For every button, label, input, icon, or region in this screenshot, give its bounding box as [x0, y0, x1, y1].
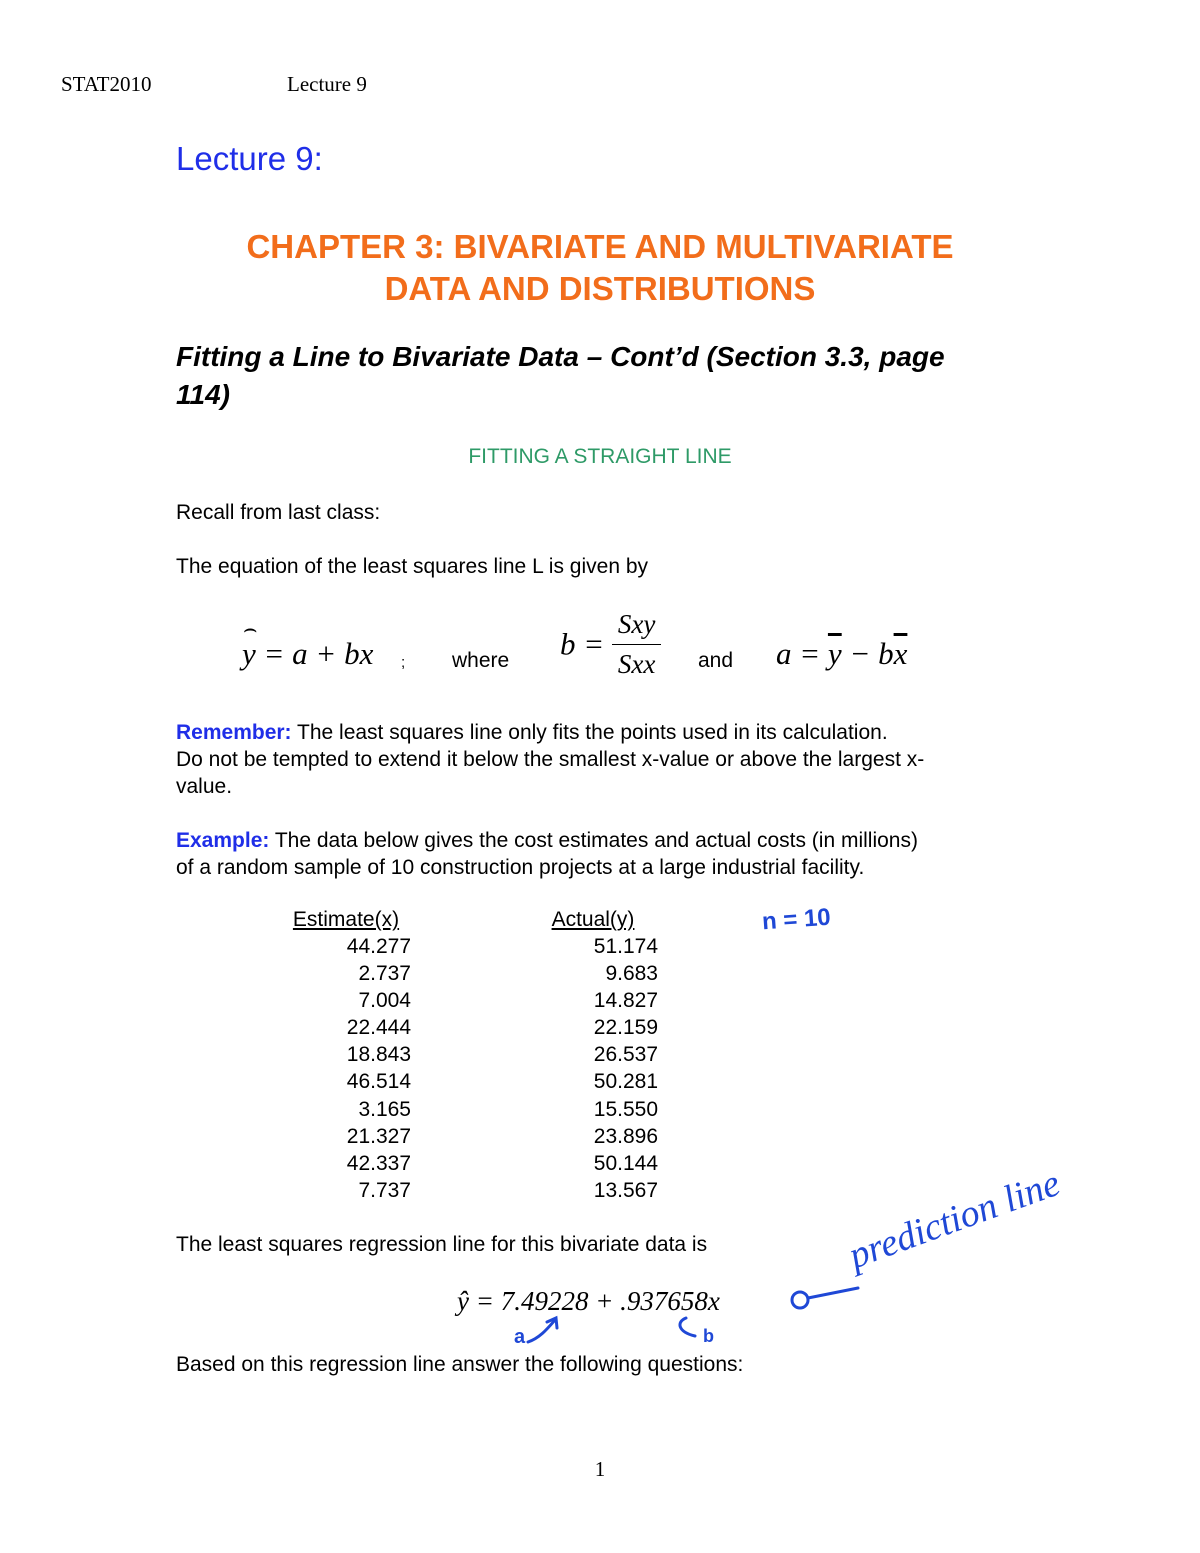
actual-cell: 13.567 — [593, 1178, 658, 1202]
estimate-cell: 18.843 — [346, 1043, 411, 1067]
remember-line3: value. — [176, 775, 233, 798]
formula-yhat-symbol: y — [242, 636, 256, 671]
estimate-cell: 44.277 — [346, 935, 411, 958]
example-text: The data below gives the cost estimates and actual costs (in millions) — [269, 829, 918, 852]
formula-a-lhs: a = — [776, 636, 828, 671]
formula-xbar: $\overline{x}$ — [893, 636, 908, 671]
estimate-cell: 42.337 — [346, 1151, 411, 1175]
actual-column — [528, 906, 658, 1204]
actual-cell: 50.281 — [593, 1070, 658, 1094]
prediction-arrow-loop — [792, 1292, 808, 1308]
remember-line2: Do not be tempted to extend it below the smallest x-value or above the largest x- — [176, 748, 925, 771]
estimate-cell: 21.327 — [346, 1124, 411, 1148]
formula-b-fraction — [612, 609, 661, 680]
estimate-header: Estimate(x) — [292, 908, 400, 931]
estimate-cell: 2.737 — [358, 962, 411, 986]
remember-line1 — [176, 719, 888, 746]
formula-semicolon: ; — [401, 654, 406, 671]
regression-intro: The least squares regression line for this bivariate data is — [176, 1233, 708, 1256]
formula-b-numerator: Sxy — [612, 609, 661, 645]
estimate-cell: 22.444 — [346, 1016, 411, 1040]
chapter-title-line2: DATA AND DISTRIBUTIONS — [384, 270, 816, 307]
example-line2: of a random sample of 10 construction projects at a large industrial facility. — [176, 856, 865, 879]
formula-ybar: $\overline{y}$ — [827, 636, 842, 671]
hat-mark: ⌢ — [243, 616, 258, 641]
formula-b — [560, 609, 661, 680]
estimate-column — [281, 906, 411, 1204]
course-code: STAT2010 — [61, 72, 152, 96]
handwritten-b-label: b — [703, 1326, 714, 1346]
remember-text: The least squares line only fits the points used in its calculation. — [291, 721, 888, 744]
actual-cell: 15.550 — [593, 1097, 658, 1121]
actual-cell: 22.159 — [593, 1016, 658, 1040]
actual-header: Actual(y) — [551, 908, 635, 931]
estimate-cell: 7.004 — [358, 989, 411, 1013]
formula-b-lhs: b = — [560, 626, 605, 662]
estimate-cell: 3.165 — [358, 1097, 411, 1121]
remember-label: Remember: — [176, 721, 292, 744]
equation-intro: The equation of the least squares line L is given by — [176, 555, 649, 578]
actual-cell: 9.683 — [605, 962, 658, 986]
questions-intro: Based on this regression line answer the following questions: — [176, 1353, 744, 1376]
estimate-cell: 7.737 — [358, 1178, 411, 1202]
formula-yhat-rhs: = a + bx — [255, 636, 374, 671]
formula-and: and — [698, 649, 734, 672]
example-label: Example: — [176, 829, 270, 852]
handwritten-n-note: n = 10 — [761, 903, 832, 936]
arrow-b-stroke — [680, 1318, 695, 1336]
running-header-lecture: Lecture 9 — [287, 72, 367, 96]
example-line1 — [176, 827, 918, 854]
actual-cell: 51.174 — [593, 935, 658, 958]
actual-cell: 23.896 — [593, 1124, 658, 1148]
actual-cell: 26.537 — [593, 1043, 658, 1067]
lecture-title: Lecture 9: — [176, 140, 323, 177]
prediction-arrow-stroke — [808, 1288, 858, 1298]
actual-cell: 50.144 — [593, 1151, 658, 1175]
formula-where: where — [452, 649, 510, 672]
formula-a-minus: − b — [841, 636, 894, 671]
estimate-cell: 46.514 — [346, 1070, 411, 1094]
recall-text: Recall from last class: — [176, 501, 381, 524]
section-heading: Fitting a Line to Bivariate Data – Cont’d (Section 3.3, page 114) — [176, 341, 945, 410]
actual-cell: 14.827 — [593, 989, 658, 1013]
page-number: 1 — [594, 1457, 606, 1481]
formula-b-denominator: Sxx — [617, 649, 656, 679]
regression-equation: ŷ = 7.49228 + .937658x — [457, 1286, 720, 1316]
prediction-arrow-icon — [786, 1280, 866, 1320]
chapter-title-line1: CHAPTER 3: BIVARIATE AND MULTIVARIATE — [246, 228, 954, 265]
handwritten-a-label: a — [514, 1326, 526, 1348]
arrow-a-stroke — [528, 1320, 555, 1342]
formula-a — [776, 636, 907, 672]
formula-yhat — [242, 616, 374, 672]
subheading: FITTING A STRAIGHT LINE — [468, 445, 732, 468]
handwritten-prediction-line: prediction line — [843, 1161, 1066, 1278]
